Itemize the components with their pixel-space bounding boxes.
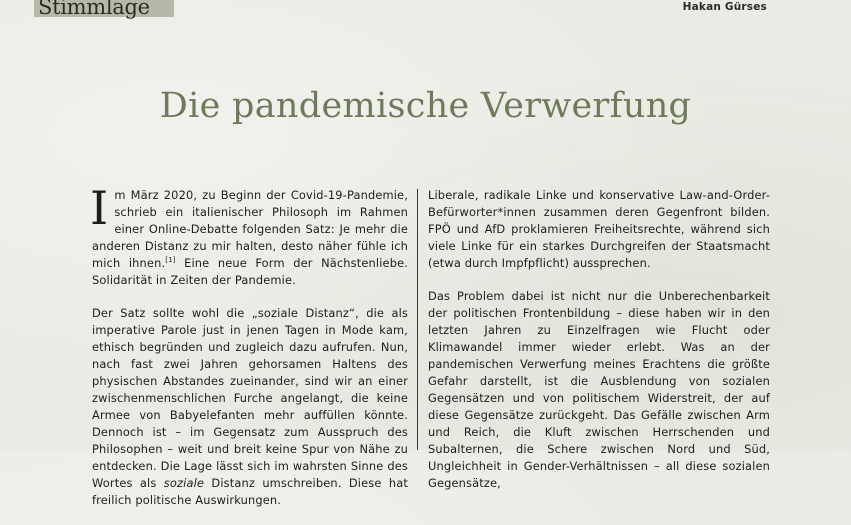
paragraph-2 xyxy=(92,305,408,509)
paragraph-3: Liberale, radikale Linke und konservative Law-and-Order-Befürworter*innen zusammen deren Gegenfront bilden. FPÖ und AfD proklamieren Freiheitsrechte, während sich viele Linke für ein starkes Durchgreifen der Staatsmacht (etwa durch Impfpflicht) aussprechen. xyxy=(428,188,770,270)
paragraph-1-tail: Eine neue Form der Nächstenliebe. Solidarität in Zeiten der Pandemie. xyxy=(92,256,408,287)
text-column-right xyxy=(428,187,770,508)
author-name: Hakan Gürses xyxy=(682,1,767,13)
paragraph-1 xyxy=(90,181,408,289)
paragraph-2-tail: Distanz umschreiben. Diese hat freilich politische Auswirkungen. xyxy=(92,476,408,507)
text-column-left xyxy=(90,181,408,525)
paragraph-4: Das Problem dabei ist nicht nur die Unberechenbarkeit der politischen Frontenbildung – diese haben wir in den letzten Jahren zu Einzelfragen wie Flucht oder Klimawandel immer wieder erlebt. Was an der pandemischen Verwerfung meines Erachtens die größte Gefahr darstellt, ist die Ausblendung von sozialen Gegensätzen und von politischem Widerstreit, der auf diese Gegensätze zurückgeht. Das Gefälle zwischen Arm und Reich, die Kluft zwischen Herrschenden und Subalternen, die Schere zwischen Nord und Süd, Ungleichheit in Gender-Verhältnissen – all diese sozialen Gegensätze, xyxy=(428,289,770,490)
column-divider xyxy=(417,189,418,450)
paragraph-2-text: Der Satz sollte wohl die „soziale Distanz“, die als imperative Parole just in jenen Tagen in Mode kam, ethisch begründen und zugleich dazu aufrufen. Nun, nach fast zwei Jahren gehorsamen Haltens des physischen Abstandes zueinander, sind wir an einer zwischenmenschlichen Furche angelangt, die keine Armee von Babyelefanten mehr auffüllen könnte. Dennoch ist – im Gegensatz zum Ausspruch des Philosophen – weit und breit keine Spur von Nähe zu entdecken. Die Lage lässt sich im wahrsten Sinne des Wortes als xyxy=(92,306,408,490)
paragraph-1-text: m März 2020, zu Beginn der Covid-19-Pandemie, schrieb ein italienischer Philosoph im Rahmen einer Online-Debatte folgenden Satz: Je mehr die anderen Distanz zu mir halten, desto näher fühle ich mich ihnen. xyxy=(92,188,408,270)
drop-cap: I xyxy=(90,181,109,235)
section-label: Stimmlage xyxy=(38,0,150,19)
emphasis-soziale: soziale xyxy=(163,476,205,490)
article-title: Die pandemische Verwerfung xyxy=(159,86,692,126)
footnote-marker[interactable]: [1] xyxy=(165,256,176,265)
